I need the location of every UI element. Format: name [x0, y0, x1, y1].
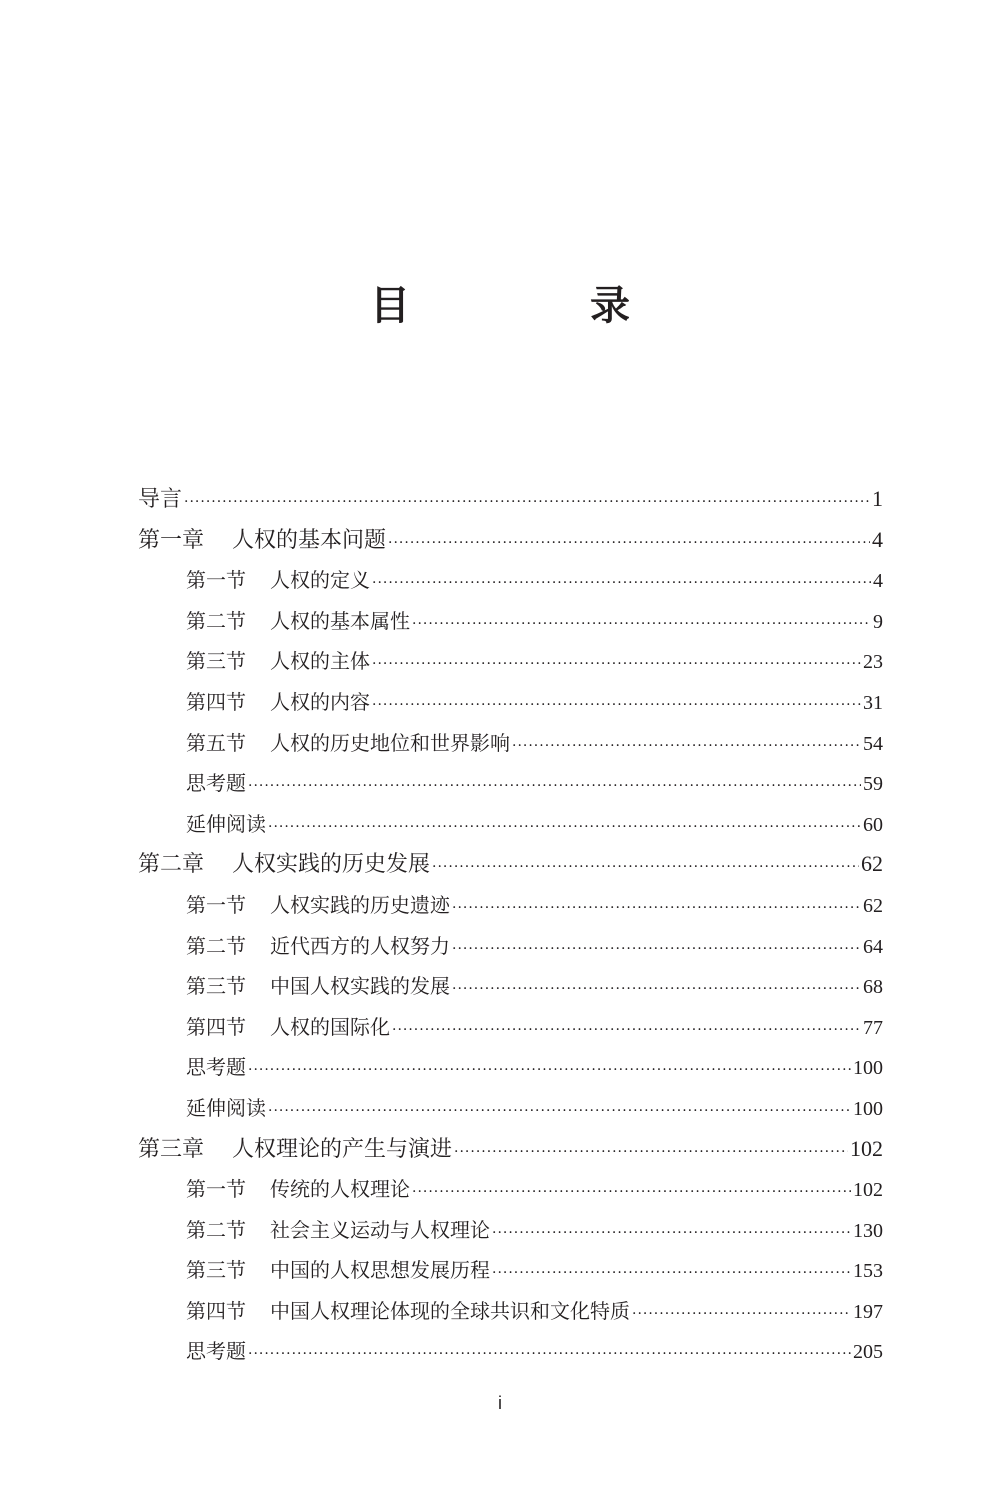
toc-entry-label: 社会主义运动与人权理论 — [270, 1217, 490, 1242]
toc-entry-label: 思考题 — [186, 1339, 246, 1364]
toc-entry-label: 延伸阅读 — [186, 811, 266, 836]
dot-leader — [248, 766, 861, 807]
toc-entry-page: 1 — [872, 486, 883, 511]
dot-leader — [372, 685, 861, 726]
page-number: i — [498, 1393, 502, 1413]
toc-entry-label: 中国人权理论体现的全球共识和文化特质 — [270, 1298, 630, 1323]
toc-entry-label: 人权实践的历史遗迹 — [270, 892, 450, 917]
toc-entry-page: 62 — [863, 894, 883, 917]
dot-leader — [454, 1132, 848, 1173]
dot-leader — [268, 807, 861, 848]
toc-entry-number: 第四节 — [186, 689, 246, 714]
toc-chapter-row — [138, 844, 883, 885]
toc-section-row — [138, 682, 883, 723]
dot-leader — [184, 482, 870, 523]
toc-entry-number: 第四节 — [186, 1298, 246, 1323]
toc-section-row — [138, 926, 883, 967]
toc-entry-number: 第一章 — [138, 527, 205, 553]
toc-entry-label: 人权的基本问题 — [232, 527, 387, 553]
toc-entry-label: 中国人权实践的发展 — [270, 974, 450, 999]
dot-leader — [372, 563, 871, 604]
toc-entry-number: 第四节 — [186, 1014, 246, 1039]
toc-entry-number: 第三节 — [186, 649, 246, 674]
dot-leader — [492, 1253, 851, 1294]
toc-entry-number: 第一节 — [186, 892, 246, 917]
dot-leader — [248, 1334, 851, 1375]
toc-entry-page: 64 — [863, 935, 883, 958]
toc-entry-page: 60 — [863, 813, 883, 836]
toc-section-row — [138, 966, 883, 1007]
toc-entry-number: 第三节 — [186, 1258, 246, 1283]
toc-section-row — [138, 804, 883, 845]
toc-entry-page: 100 — [853, 1057, 883, 1080]
toc-section-row — [138, 1007, 883, 1048]
toc-entry-label: 延伸阅读 — [186, 1095, 266, 1120]
toc-entry-label: 近代西方的人权努力 — [270, 933, 450, 958]
toc-entry-page: 102 — [853, 1179, 883, 1202]
toc-section-row — [138, 560, 883, 601]
toc-section-row — [138, 723, 883, 764]
toc-entry-page: 102 — [850, 1135, 883, 1161]
toc-entry-page: 68 — [863, 976, 883, 999]
toc-entry-page: 153 — [853, 1260, 883, 1283]
toc-entry-number: 第二节 — [186, 1217, 246, 1242]
toc-entry-number: 第三节 — [186, 974, 246, 999]
toc-entry-number: 第二节 — [186, 608, 246, 633]
toc-entry-page: 100 — [853, 1097, 883, 1120]
toc-section-row — [138, 885, 883, 926]
dot-leader — [512, 726, 861, 767]
dot-leader — [452, 929, 861, 970]
toc-section-row — [138, 1169, 883, 1210]
toc-entry-page: 205 — [853, 1341, 883, 1364]
dot-leader — [432, 847, 859, 888]
dot-leader — [632, 1294, 851, 1335]
toc-entry-page: 4 — [873, 570, 883, 593]
toc-entry-label: 人权的基本属性 — [270, 608, 410, 633]
dot-leader — [372, 644, 861, 685]
dot-leader — [388, 523, 870, 564]
toc-section-row — [138, 763, 883, 804]
toc-chapter-row — [138, 520, 883, 561]
toc-entry-label: 思考题 — [186, 1055, 246, 1080]
toc-section-row — [138, 1331, 883, 1372]
toc-entry-page: 23 — [863, 651, 883, 674]
dot-leader — [412, 604, 871, 645]
dot-leader — [392, 1010, 861, 1051]
toc-entry-label: 思考题 — [186, 771, 246, 796]
toc-entry-page: 31 — [863, 691, 883, 714]
toc-entry-number: 第一节 — [186, 1177, 246, 1202]
toc-entry-page: 59 — [863, 773, 883, 796]
toc-section-row — [138, 1047, 883, 1088]
toc-section-row — [138, 1250, 883, 1291]
toc-entry-label: 人权的历史地位和世界影响 — [270, 730, 510, 755]
toc-entry-number: 第三章 — [138, 1136, 205, 1162]
toc-entry-number: 第五节 — [186, 730, 246, 755]
toc-entry-label: 人权实践的历史发展 — [232, 852, 431, 878]
toc-entry-label: 导言 — [138, 487, 183, 512]
toc-entry-number: 第二节 — [186, 933, 246, 958]
toc-entry-label: 人权理论的产生与演进 — [232, 1136, 453, 1162]
dot-leader — [268, 1091, 851, 1132]
toc-section-row — [138, 601, 883, 642]
toc-entry-page: 9 — [873, 610, 883, 633]
toc-entry-page: 130 — [853, 1219, 883, 1242]
page-title: 目 录 — [370, 282, 700, 329]
toc-chapter-row — [138, 479, 883, 520]
toc-entry-label: 人权的内容 — [270, 689, 370, 714]
toc-entry-page: 77 — [863, 1016, 883, 1039]
dot-leader — [452, 969, 861, 1010]
dot-leader — [248, 1050, 851, 1091]
toc-section-row — [138, 641, 883, 682]
toc-entry-number: 第一节 — [186, 568, 246, 593]
toc-entry-label: 人权的国际化 — [270, 1014, 390, 1039]
dot-leader — [452, 888, 861, 929]
toc-chapter-row — [138, 1129, 883, 1170]
toc-entry-page: 4 — [872, 526, 883, 552]
toc-section-row — [138, 1210, 883, 1251]
toc-entry-label: 中国的人权思想发展历程 — [270, 1258, 490, 1283]
dot-leader — [412, 1172, 851, 1213]
dot-leader — [492, 1213, 851, 1254]
toc-entry-label: 人权的主体 — [270, 649, 370, 674]
toc-entry-number: 第二章 — [138, 852, 205, 878]
toc-section-row — [138, 1088, 883, 1129]
toc-entry-page: 62 — [861, 851, 883, 877]
toc-entry-page: 54 — [863, 732, 883, 755]
toc-entry-label: 传统的人权理论 — [270, 1177, 410, 1202]
toc-entry-page: 197 — [853, 1300, 883, 1323]
toc-entry-label: 人权的定义 — [270, 568, 370, 593]
toc-section-row — [138, 1291, 883, 1332]
table-of-contents — [138, 479, 883, 1372]
